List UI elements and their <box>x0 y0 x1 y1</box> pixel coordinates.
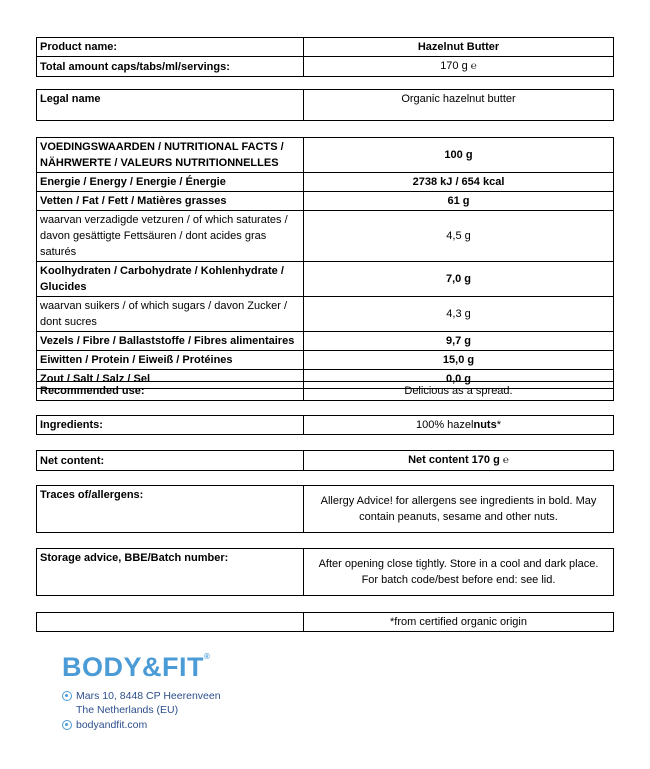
recommended-use-value: Delicious as a spread. <box>304 382 614 401</box>
globe-icon <box>62 720 72 730</box>
product-name-label: Product name: <box>37 38 304 57</box>
nutrition-row-value: 4,3 g <box>304 297 614 332</box>
net-content-cell <box>304 451 614 471</box>
storage-label: Storage advice, BBE/Batch number: <box>37 549 304 596</box>
recommended-use-table <box>36 381 614 401</box>
ingredients-allergen: nuts <box>473 419 497 431</box>
footnote-empty-cell <box>37 613 304 632</box>
recommended-use-label: Recommended use: <box>37 382 304 401</box>
logo-fit: FIT <box>162 652 205 682</box>
nutrition-row-value: 9,7 g <box>304 332 614 351</box>
nutrition-row-label: waarvan suikers / of which sugars / davon Zucker / dont sucres <box>37 297 304 332</box>
ingredients-value <box>304 416 614 435</box>
nutrition-row-label: Zout / Salt / Salz / Sel <box>37 370 304 389</box>
nutrition-row-value: 61 g <box>304 192 614 211</box>
nutrition-row-value: 0,0 g <box>304 370 614 389</box>
nutrition-row-value: 7,0 g <box>304 262 614 297</box>
product-name-value: Hazelnut Butter <box>304 38 614 57</box>
total-amount-value: 170 g <box>440 60 468 72</box>
nutrition-row-label: Vetten / Fat / Fett / Matières grasses <box>37 192 304 211</box>
allergens-label: Traces of/allergens: <box>37 486 304 533</box>
estimated-sign-icon: ℮ <box>470 61 477 72</box>
nutrition-header-value: 100 g <box>304 138 614 173</box>
net-content-label: Net content: <box>37 451 304 471</box>
ingredients-table <box>36 415 614 435</box>
nutrition-table <box>36 137 614 389</box>
legal-name-table <box>36 89 614 121</box>
nutrition-row-label: waarvan verzadigde vetzuren / of which saturates / davon gesättigte Fettsäuren / dont acides gras saturés <box>37 211 304 262</box>
allergens-value: Allergy Advice! for allergens see ingredients in bold. May contain peanuts, sesame and other nuts. <box>304 486 614 533</box>
ingredients-prefix: 100% hazel <box>415 419 474 431</box>
website-link[interactable] <box>62 719 147 731</box>
legal-name-value: Organic hazelnut butter <box>304 90 614 121</box>
footnote-table <box>36 612 614 632</box>
estimated-sign-icon: ℮ <box>502 455 509 466</box>
logo-body: BODY <box>62 652 143 682</box>
storage-table <box>36 548 614 596</box>
address-line-1 <box>62 690 221 702</box>
storage-value: After opening close tightly. Store in a cool and dark place. For batch code/best before end: see lid. <box>304 549 614 596</box>
address-line-2: The Netherlands (EU) <box>76 704 179 716</box>
total-amount-cell <box>304 57 614 77</box>
product-table <box>36 37 614 77</box>
body-and-fit-logo <box>62 652 210 683</box>
nutrition-row-label: Energie / Energy / Energie / Énergie <box>37 173 304 192</box>
address-line-1-text: Mars 10, 8448 CP Heerenveen <box>76 690 221 702</box>
nutrition-row-value: 2738 kJ / 654 kcal <box>304 173 614 192</box>
ingredients-suffix: * <box>496 419 501 431</box>
net-content-table <box>36 450 614 471</box>
allergens-table <box>36 485 614 533</box>
nutrition-row-value: 15,0 g <box>304 351 614 370</box>
website-text[interactable]: bodyandfit.com <box>76 719 148 731</box>
nutrition-row-label: Koolhydraten / Carbohydrate / Kohlenhydrate / Glucides <box>37 262 304 297</box>
total-amount-label: Total amount caps/tabs/ml/servings: <box>37 57 304 77</box>
net-content-value: Net content 170 g <box>408 454 500 466</box>
ingredients-label: Ingredients: <box>37 416 304 435</box>
nutrition-row-value: 4,5 g <box>304 211 614 262</box>
logo-registered-mark: ® <box>204 652 211 661</box>
location-pin-icon <box>62 691 72 701</box>
nutrition-row-label: Vezels / Fibre / Ballaststoffe / Fibres alimentaires <box>37 332 304 351</box>
legal-name-label: Legal name <box>37 90 304 121</box>
footnote-value: *from certified organic origin <box>304 613 614 632</box>
nutrition-header-label: VOEDINGSWAARDEN / NUTRITIONAL FACTS / NÄHRWERTE / VALEURS NUTRITIONNELLES <box>37 138 304 173</box>
logo-amp: & <box>142 652 163 682</box>
nutrition-row-label: Eiwitten / Protein / Eiweiß / Protéines <box>37 351 304 370</box>
